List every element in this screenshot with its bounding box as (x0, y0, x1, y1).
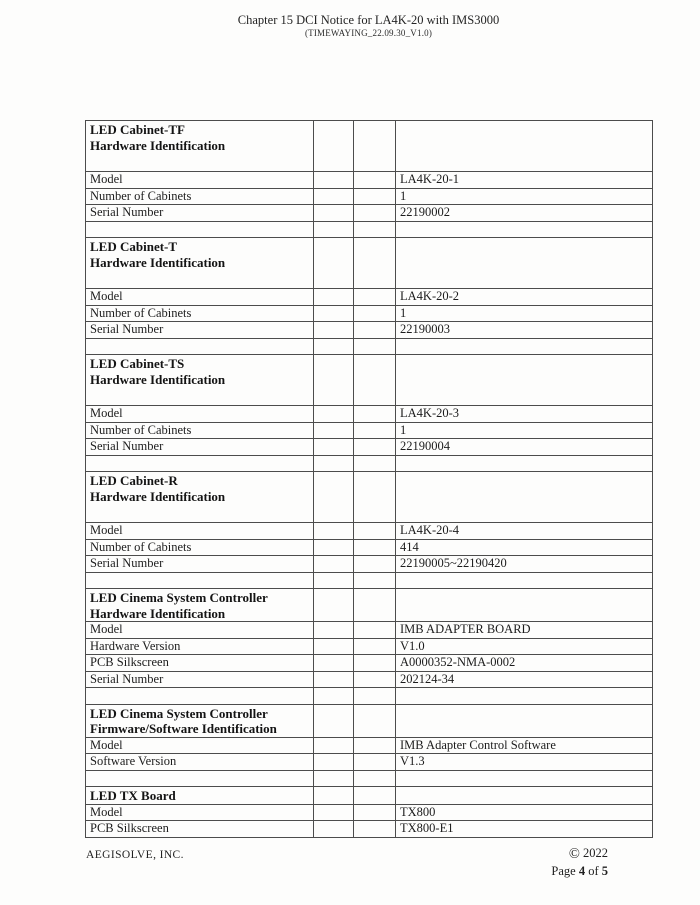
row-value: LA4K-20-4 (396, 523, 653, 540)
empty-cell (354, 539, 396, 556)
row-value: LA4K-20-3 (396, 406, 653, 423)
empty-cell (86, 455, 314, 472)
empty-cell (314, 770, 354, 787)
section-title-line: LED Cinema System Controller (90, 590, 268, 605)
table-row (86, 172, 653, 189)
section-title-cell (86, 704, 314, 737)
section-title-cell (86, 121, 314, 172)
empty-cell (396, 572, 653, 589)
copyright-year: 2022 (583, 846, 608, 860)
empty-cell (354, 804, 396, 821)
empty-cell (314, 188, 354, 205)
empty-cell (314, 539, 354, 556)
section-title-cell (86, 238, 314, 289)
empty-cell (314, 422, 354, 439)
row-value: 202124-34 (396, 671, 653, 688)
empty-cell (314, 121, 354, 172)
row-value: V1.3 (396, 754, 653, 771)
empty-cell (354, 572, 396, 589)
section-title-line: LED Cabinet-T (90, 239, 178, 254)
empty-cell (314, 289, 354, 306)
empty-cell (396, 238, 653, 289)
row-label: Number of Cabinets (86, 422, 314, 439)
section-header-row (86, 238, 653, 289)
row-label: Serial Number (86, 439, 314, 456)
section-title-line: LED TX Board (90, 788, 176, 803)
row-value: 22190002 (396, 205, 653, 222)
section-title-cell (86, 472, 314, 523)
row-value: 22190005~22190420 (396, 556, 653, 573)
section-header-row (86, 704, 653, 737)
empty-cell (354, 439, 396, 456)
empty-cell (314, 305, 354, 322)
row-value: IMB Adapter Control Software (396, 737, 653, 754)
table-row (86, 671, 653, 688)
empty-cell (354, 221, 396, 238)
section-header-row (86, 121, 653, 172)
spacer-row (86, 455, 653, 472)
empty-cell (354, 754, 396, 771)
row-label: Serial Number (86, 205, 314, 222)
section-title-line: Hardware Identification (90, 488, 226, 504)
of-word: of (588, 863, 599, 878)
empty-cell (314, 804, 354, 821)
row-label: Model (86, 737, 314, 754)
empty-cell (86, 688, 314, 705)
empty-cell (314, 556, 354, 573)
row-value: 1 (396, 422, 653, 439)
row-value: IMB ADAPTER BOARD (396, 622, 653, 639)
empty-cell (396, 704, 653, 737)
row-label: Model (86, 406, 314, 423)
section-title-line: LED Cabinet-TF (90, 122, 185, 137)
empty-cell (314, 821, 354, 838)
empty-cell (314, 589, 354, 622)
empty-cell (314, 523, 354, 540)
section-title-line: LED Cinema System Controller (90, 705, 268, 721)
spacer-row (86, 688, 653, 705)
empty-cell (314, 455, 354, 472)
empty-cell (396, 338, 653, 355)
table-row (86, 556, 653, 573)
empty-cell (354, 655, 396, 672)
table-row (86, 655, 653, 672)
empty-cell (314, 572, 354, 589)
section-header-row (86, 472, 653, 523)
row-value: 22190004 (396, 439, 653, 456)
row-value: LA4K-20-1 (396, 172, 653, 189)
row-value: 1 (396, 305, 653, 322)
empty-cell (354, 422, 396, 439)
empty-cell (314, 638, 354, 655)
empty-cell (314, 238, 354, 289)
empty-cell (354, 787, 396, 805)
empty-cell (354, 338, 396, 355)
table-row (86, 439, 653, 456)
section-title-line: Hardware Identification (90, 137, 226, 153)
empty-cell (314, 622, 354, 639)
empty-cell (314, 406, 354, 423)
row-label: Model (86, 172, 314, 189)
empty-cell (354, 406, 396, 423)
row-value: 414 (396, 539, 653, 556)
row-label: Model (86, 289, 314, 306)
row-label: Model (86, 523, 314, 540)
row-label: PCB Silkscreen (86, 655, 314, 672)
empty-cell (86, 572, 314, 589)
empty-cell (86, 221, 314, 238)
table-row (86, 205, 653, 222)
section-header-row (86, 589, 653, 622)
empty-cell (354, 556, 396, 573)
table-row (86, 322, 653, 339)
page-indicator (551, 863, 608, 880)
empty-cell (354, 188, 396, 205)
empty-cell (314, 754, 354, 771)
section-title-cell (86, 787, 314, 805)
empty-cell (354, 821, 396, 838)
section-title-cell (86, 355, 314, 406)
table-row (86, 804, 653, 821)
row-value: A0000352-NMA-0002 (396, 655, 653, 672)
row-label: Serial Number (86, 556, 314, 573)
table-row (86, 754, 653, 771)
table-row (86, 821, 653, 838)
row-label: Number of Cabinets (86, 305, 314, 322)
table-row (86, 188, 653, 205)
table-row (86, 737, 653, 754)
table-row (86, 523, 653, 540)
row-label: Software Version (86, 754, 314, 771)
spacer-row (86, 572, 653, 589)
section-title-cell (86, 589, 314, 622)
empty-cell (354, 523, 396, 540)
spacer-row (86, 770, 653, 787)
empty-cell (354, 238, 396, 289)
empty-cell (396, 472, 653, 523)
row-value: 1 (396, 188, 653, 205)
empty-cell (314, 704, 354, 737)
footer-right-block (551, 845, 608, 879)
company-name: AEGISOLVE, INC. (86, 849, 184, 861)
empty-cell (314, 322, 354, 339)
empty-cell (396, 221, 653, 238)
empty-cell (354, 737, 396, 754)
document-header (85, 13, 652, 39)
empty-cell (314, 355, 354, 406)
empty-cell (354, 205, 396, 222)
section-header-row (86, 355, 653, 406)
empty-cell (354, 622, 396, 639)
empty-cell (314, 671, 354, 688)
spacer-row (86, 338, 653, 355)
table-row (86, 638, 653, 655)
empty-cell (396, 770, 653, 787)
row-value: TX800-E1 (396, 821, 653, 838)
empty-cell (354, 322, 396, 339)
row-label: Number of Cabinets (86, 539, 314, 556)
table-row (86, 422, 653, 439)
empty-cell (354, 355, 396, 406)
section-header-row (86, 787, 653, 805)
row-value: TX800 (396, 804, 653, 821)
page-word: Page (551, 863, 576, 878)
empty-cell (354, 305, 396, 322)
section-title-line: Hardware Identification (90, 605, 226, 621)
empty-cell (314, 439, 354, 456)
empty-cell (354, 172, 396, 189)
row-value: 22190003 (396, 322, 653, 339)
empty-cell (396, 589, 653, 622)
empty-cell (314, 205, 354, 222)
copyright-line (551, 845, 608, 863)
row-value: LA4K-20-2 (396, 289, 653, 306)
empty-cell (354, 289, 396, 306)
empty-cell (314, 688, 354, 705)
chapter-title: Chapter 15 DCI Notice for LA4K-20 with IMS3000 (237, 13, 500, 27)
table-row (86, 305, 653, 322)
empty-cell (314, 221, 354, 238)
section-title-line: LED Cabinet-R (90, 473, 178, 488)
empty-cell (396, 121, 653, 172)
hardware-table-body (86, 121, 653, 838)
empty-cell (354, 472, 396, 523)
empty-cell (354, 589, 396, 622)
empty-cell (354, 770, 396, 787)
row-label: PCB Silkscreen (86, 821, 314, 838)
empty-cell (86, 338, 314, 355)
row-label: Number of Cabinets (86, 188, 314, 205)
empty-cell (396, 787, 653, 805)
empty-cell (314, 737, 354, 754)
empty-cell (314, 655, 354, 672)
spacer-row (86, 221, 653, 238)
empty-cell (396, 355, 653, 406)
document-version: (TIMEWAYING_22.09.30_V1.0) (304, 28, 433, 38)
row-label: Hardware Version (86, 638, 314, 655)
row-label: Serial Number (86, 671, 314, 688)
row-label: Model (86, 804, 314, 821)
empty-cell (314, 338, 354, 355)
empty-cell (354, 455, 396, 472)
hardware-table (85, 120, 653, 838)
copyright-symbol: © (568, 846, 580, 862)
empty-cell (86, 770, 314, 787)
empty-cell (354, 121, 396, 172)
empty-cell (314, 172, 354, 189)
section-title-line: Firmware/Software Identification (90, 721, 277, 736)
table-row (86, 289, 653, 306)
empty-cell (354, 688, 396, 705)
empty-cell (314, 472, 354, 523)
empty-cell (354, 671, 396, 688)
empty-cell (354, 704, 396, 737)
table-row (86, 622, 653, 639)
empty-cell (354, 638, 396, 655)
row-label: Model (86, 622, 314, 639)
section-title-line: Hardware Identification (90, 254, 226, 270)
empty-cell (396, 455, 653, 472)
table-row (86, 539, 653, 556)
row-value: V1.0 (396, 638, 653, 655)
table-row (86, 406, 653, 423)
page-number: 4 (578, 863, 586, 878)
empty-cell (396, 688, 653, 705)
section-title-line: LED Cabinet-TS (90, 356, 185, 371)
page-total: 5 (601, 863, 608, 878)
empty-cell (314, 787, 354, 805)
row-label: Serial Number (86, 322, 314, 339)
section-title-line: Hardware Identification (90, 371, 226, 387)
